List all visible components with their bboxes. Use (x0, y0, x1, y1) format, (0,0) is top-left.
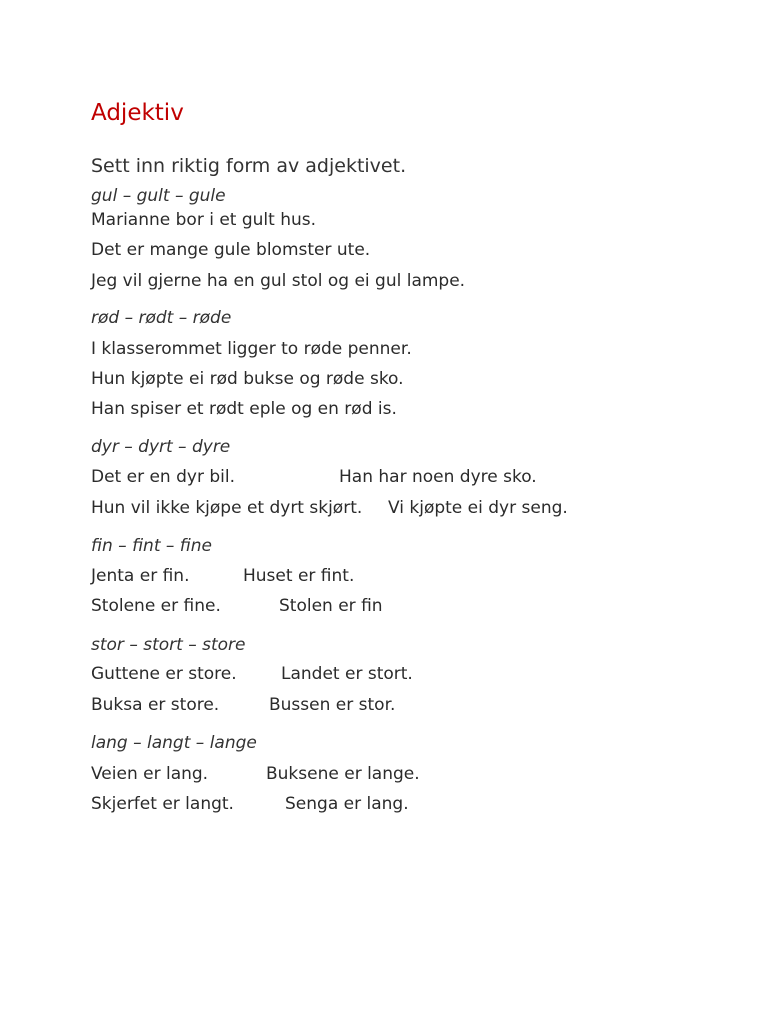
example-sentence: Stolen er fin (279, 596, 383, 616)
example-sentence: Marianne bor i et gult hus. (91, 210, 317, 230)
example-sentence: Jenta er fin. (91, 566, 190, 586)
adjective-group-lang (91, 731, 420, 819)
example-sentence: Huset er fint. (243, 566, 355, 586)
example-sentence: Senga er lang. (285, 794, 409, 814)
example-sentence: Buksa er store. (91, 695, 220, 715)
adjective-group-dyr (91, 435, 568, 523)
example-sentence: Det er en dyr bil. (91, 467, 235, 487)
example-row (91, 493, 568, 523)
example-sentence: Det er mange gule blomster ute. (91, 240, 371, 260)
example-sentence: Guttene er store. (91, 664, 237, 684)
example-row (91, 789, 409, 819)
adjective-group-fin (91, 534, 383, 621)
example-sentence: Han spiser et rødt eple og en rød is. (91, 399, 397, 419)
example-sentence: Stolene er fine. (91, 596, 221, 616)
adjective-forms: rød – rødt – røde (91, 308, 232, 328)
page-title: Adjektiv (91, 100, 184, 126)
example-sentence: Hun kjøpte ei rød bukse og røde sko. (91, 369, 404, 389)
example-sentence: Bussen er stor. (269, 695, 396, 715)
adjective-group-rod (91, 306, 412, 424)
example-sentence: Skjerfet er langt. (91, 794, 234, 814)
adjective-forms: dyr – dyrt – dyre (91, 437, 231, 457)
example-row (91, 462, 537, 492)
example-row (91, 659, 413, 689)
adjective-group-stor (91, 633, 413, 720)
exercise-instruction: Sett inn riktig form av adjektivet. (91, 155, 407, 177)
example-sentence: Vi kjøpte ei dyr seng. (388, 498, 568, 518)
example-row (91, 759, 420, 789)
example-sentence: I klasserommet ligger to røde penner. (91, 339, 412, 359)
example-sentence: Veien er lang. (91, 764, 209, 784)
example-sentence: Hun vil ikke kjøpe et dyrt skjørt. (91, 498, 363, 518)
example-sentence: Landet er stort. (281, 664, 413, 684)
example-row (91, 561, 355, 591)
adjective-forms: gul – gult – gule (91, 186, 226, 206)
example-row (91, 591, 383, 621)
example-row (91, 690, 396, 720)
adjective-forms: fin – fint – fine (91, 536, 213, 556)
example-sentence: Buksene er lange. (266, 764, 420, 784)
example-sentence: Jeg vil gjerne ha en gul stol og ei gul lampe. (91, 271, 466, 291)
example-sentence: Han har noen dyre sko. (339, 467, 537, 487)
adjective-forms: stor – stort – store (91, 635, 246, 655)
adjective-forms: lang – langt – lange (91, 733, 257, 753)
adjective-group-gul (91, 184, 465, 296)
